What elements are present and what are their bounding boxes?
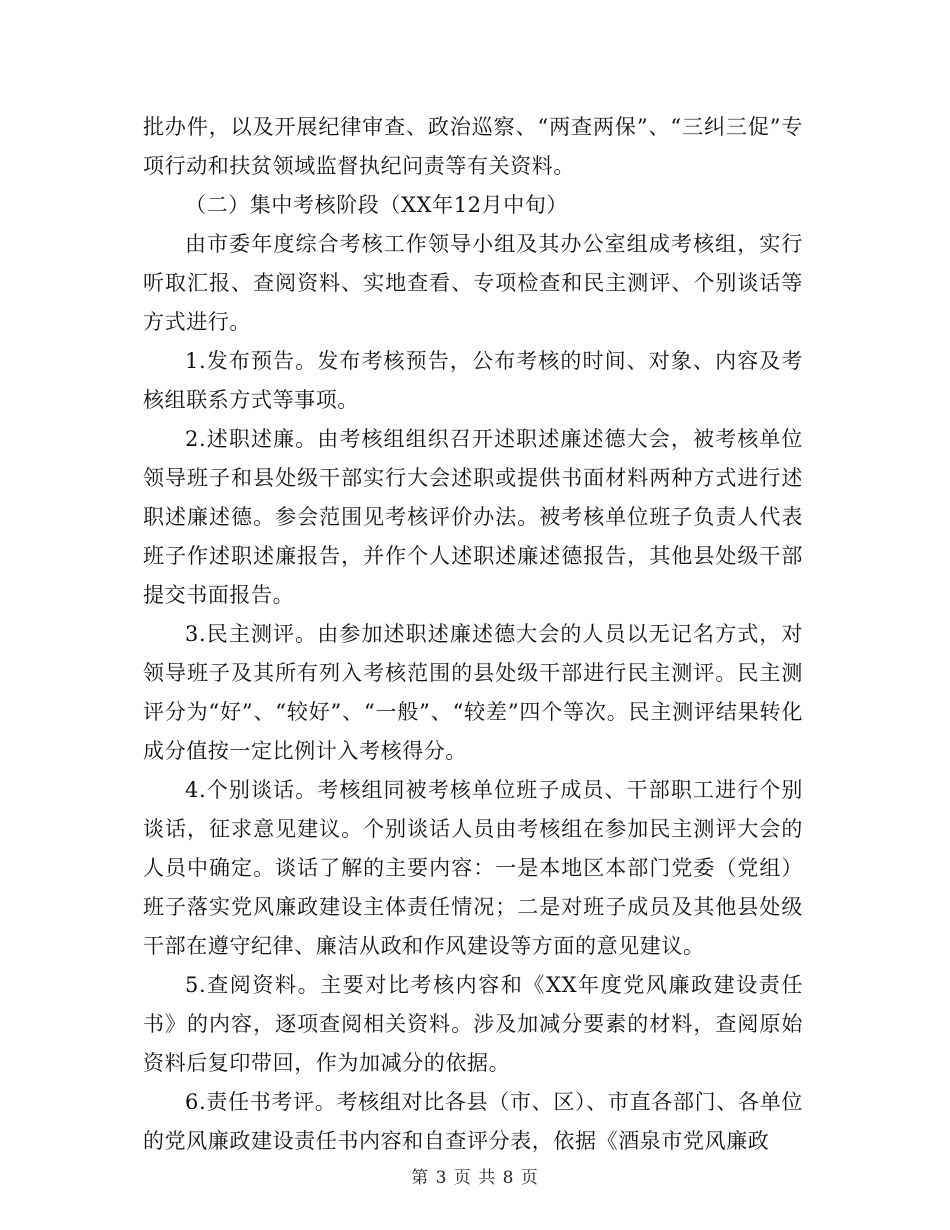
document-body: [143, 108, 803, 1161]
section-heading: （二）集中考核阶段（XX年12月中旬）: [185, 193, 569, 217]
paragraph-item-1: 1.发布预告。发布考核预告，公布考核的时间、对象、内容及考核组联系方式等事项。: [143, 349, 803, 412]
paragraph-item-3: 3.民主测评。由参加述职述廉述德大会的人员以无记名方式，对领导班子及其所有列入考核范围的县处级干部进行民主测评。民主测评分为“好”、“较好”、“一般”、“较差”四个等次。民主测评结果转化成分值按一定比例计入考核得分。: [143, 622, 803, 763]
paragraph-item-5: 5.查阅资料。主要对比考核内容和《XX年度党风廉政建设责任书》的内容，逐项查阅相关资料。涉及加减分要素的材料，查阅原始资料后复印带回，作为加减分的依据。: [143, 973, 803, 1075]
page-number-footer: 第 3 页 共 8 页: [411, 1168, 539, 1188]
paragraph-item-6: 6.责任书考评。考核组对比各县（市、区）、市直各部门、各单位的党风廉政建设责任书内容和自查评分表，依据《酒泉市党风廉政: [143, 1090, 803, 1153]
paragraph-item-2: 2.述职述廉。由考核组组织召开述职述廉述德大会，被考核单位领导班子和县处级干部实行大会述职或提供书面材料两种方式进行述职述廉述德。参会范围见考核评价办法。被考核单位班子负责人代表班子作述职述廉报告，并作个人述职述廉述德报告，其他县处级干部提交书面报告。: [143, 427, 803, 607]
paragraph-item-4: 4.个别谈话。考核组同被考核单位班子成员、干部职工进行个别谈话，征求意见建议。个别谈话人员由考核组在参加民主测评大会的人员中确定。谈话了解的主要内容：一是本地区本部门党委（党组）班子落实党风廉政建设主体责任情况；二是对班子成员及其他县处级干部在遵守纪律、廉洁从政和作风建设等方面的意见建议。: [143, 778, 803, 958]
paragraph-continuation: 批办件，以及开展纪律审查、政治巡察、“两查两保”、“三纠三促”专项行动和扶贫领域监督执纪问责等有关资料。: [143, 115, 803, 178]
paragraph: 由市委年度综合考核工作领导小组及其办公室组成考核组，实行听取汇报、查阅资料、实地查看、专项检查和民主测评、个别谈话等方式进行。: [143, 232, 803, 334]
